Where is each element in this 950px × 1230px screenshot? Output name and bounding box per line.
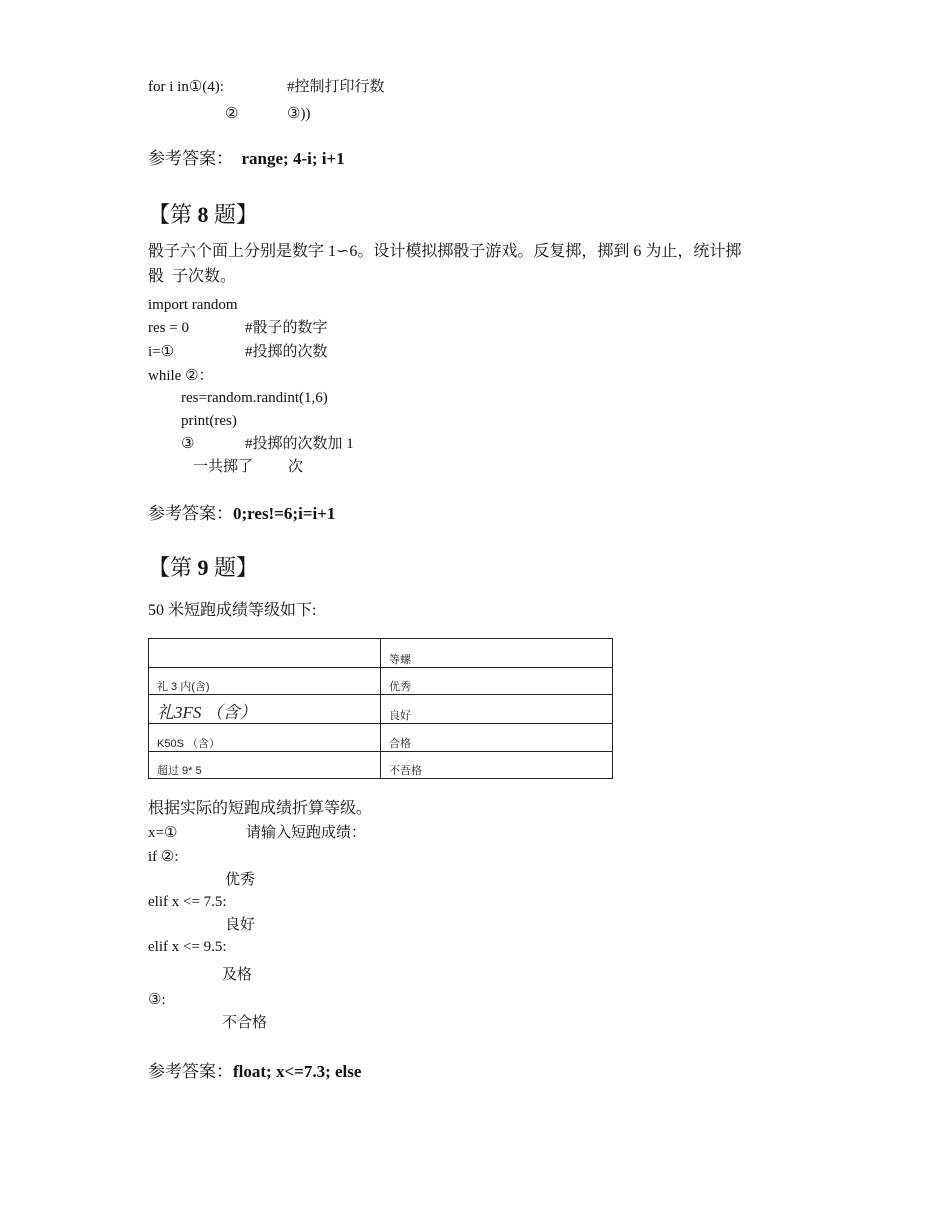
q7-answer	[148, 148, 345, 170]
q8-desc-line1: 骰子六个面上分别是数字 1∽6。设计模拟掷骰子游戏。反复掷，掷到 6 为止，统计掷	[148, 243, 742, 260]
q8-code-line: res = 0	[148, 320, 189, 336]
q8-heading	[148, 201, 258, 229]
table-row	[149, 695, 613, 724]
answer-value: 0;res!=6;i=i+1	[233, 504, 336, 523]
q8-code-line: import random	[148, 297, 238, 313]
q9-after-table: 根据实际的短跑成绩折算等级。	[148, 800, 373, 817]
answer-label: 参考答案：	[148, 149, 233, 168]
q9-line-else: ③:	[148, 992, 166, 1008]
table-cell: 等螺	[381, 639, 613, 668]
q8-code-line: i=①	[148, 344, 175, 360]
q9-answer	[148, 1061, 361, 1083]
heading-close: 题】	[208, 202, 259, 227]
q9-line-elif: elif x <= 9.5:	[148, 939, 227, 955]
heading-number: 9	[197, 555, 209, 580]
q9-line-x-comment: 请输入短跑成绩：	[246, 825, 367, 841]
q7-code-line1-comment: #控制打印行数	[287, 79, 385, 95]
q9-out: 及格	[222, 967, 253, 983]
table-row	[149, 668, 613, 695]
table-cell: 超过 9* 5	[149, 752, 381, 779]
q8-print-b: 次	[288, 459, 304, 475]
q9-intro: 50 米短跑成绩等级如下:	[148, 602, 317, 619]
table-row	[149, 752, 613, 779]
q8-code-comment: #投掷的次数	[245, 344, 328, 360]
q8-answer	[148, 503, 335, 525]
table-row	[149, 639, 613, 668]
q8-code-line: while ②：	[148, 368, 214, 384]
q8-body-line: print(res)	[181, 413, 237, 429]
table-cell: K50S （含）	[149, 724, 381, 752]
q8-print-a: 一共掷了	[193, 459, 254, 475]
q8-desc-line2: 骰 子次数。	[148, 268, 237, 285]
q9-out: 良好	[225, 917, 256, 933]
heading-number: 8	[197, 202, 209, 227]
q9-line-if: if ②:	[148, 849, 179, 865]
q9-line-x: x=①	[148, 825, 178, 841]
table-row	[149, 724, 613, 752]
q8-body-line: res=random.randint(1,6)	[181, 390, 328, 406]
table-cell: 优秀	[381, 668, 613, 695]
q9-line-elif: elif x <= 7.5:	[148, 894, 227, 910]
q8-body-line: ③	[181, 436, 195, 452]
heading-open: 【第	[148, 202, 198, 227]
heading-open: 【第	[148, 555, 198, 580]
answer-value: float; x<=7.3; else	[233, 1062, 362, 1081]
q7-blank-3: ③))	[287, 106, 311, 122]
q8-body-comment: #投掷的次数加 1	[245, 436, 354, 452]
q9-out: 优秀	[225, 872, 256, 888]
table-cell: 不吾格	[381, 752, 613, 779]
table-cell: 礼3FS （含）	[149, 695, 381, 724]
q7-blank-2: ②	[225, 106, 239, 122]
table-cell: 合格	[381, 724, 613, 752]
q9-out: 不合格	[222, 1015, 268, 1031]
heading-close: 题】	[208, 555, 259, 580]
grade-table	[148, 638, 613, 779]
answer-value: range; 4-i; i+1	[241, 149, 345, 168]
q8-code-comment: #骰子的数字	[245, 320, 328, 336]
q7-code-line1: for i in①(4):	[148, 79, 224, 95]
answer-label: 参考答案：	[148, 1062, 233, 1081]
table-cell: 礼 3 内(含)	[149, 668, 381, 695]
table-cell: 良好	[381, 695, 613, 724]
table-cell	[149, 639, 381, 668]
answer-label: 参考答案：	[148, 504, 233, 523]
q9-heading	[148, 554, 258, 582]
